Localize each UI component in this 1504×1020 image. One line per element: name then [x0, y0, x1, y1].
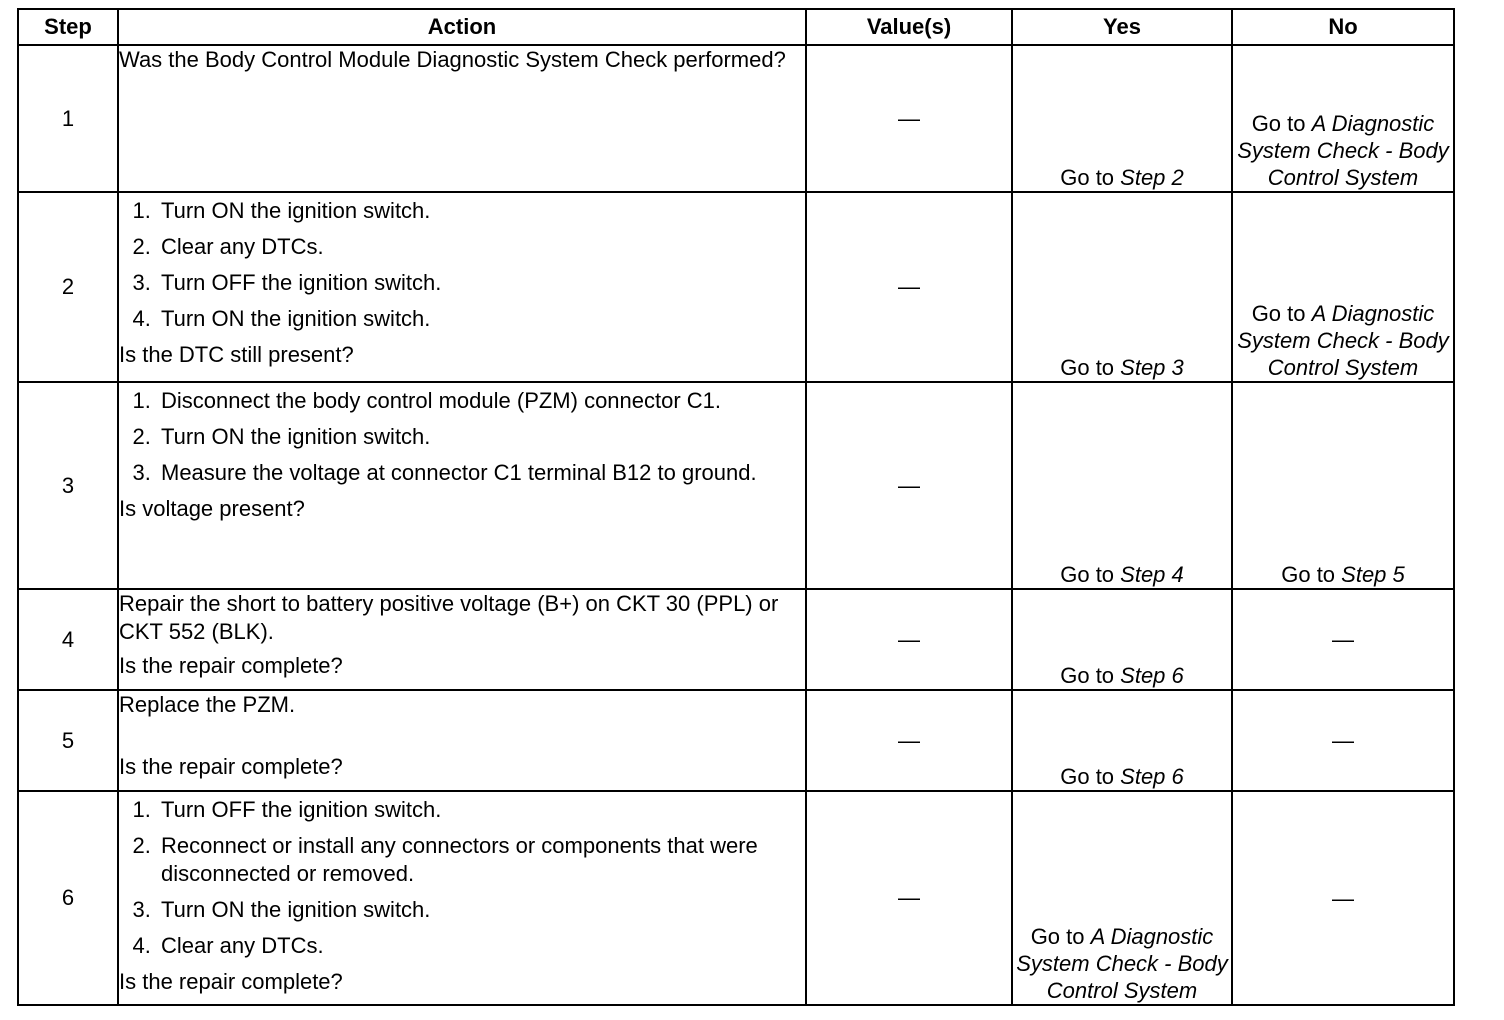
no-link[interactable]: Step 5 — [1341, 562, 1405, 587]
header-no: No — [1232, 9, 1454, 45]
list-item: 2. Reconnect or install any connectors or components that were disconnected or removed. — [157, 832, 805, 888]
yes-cell — [1012, 45, 1232, 192]
yes-cell — [1012, 791, 1232, 1005]
yes-prefix: Go to — [1030, 924, 1091, 949]
step-number: 5 — [18, 690, 118, 791]
yes-link[interactable]: A Diagnostic System Check - Body Control System — [1016, 924, 1228, 1003]
yes-link[interactable]: Step 4 — [1120, 562, 1184, 587]
table-header-row — [18, 9, 1454, 45]
value-cell — [806, 45, 1012, 192]
action-list — [119, 197, 805, 333]
yes-link[interactable]: Step 3 — [1120, 355, 1184, 380]
header-values: Value(s) — [806, 9, 1012, 45]
yes-link[interactable]: Step 2 — [1120, 165, 1184, 190]
table-row — [18, 192, 1454, 382]
action-list — [119, 796, 805, 960]
step-number: 4 — [18, 589, 118, 690]
action-cell — [118, 382, 806, 589]
header-step: Step — [18, 9, 118, 45]
no-value-dash: — — [1332, 627, 1354, 652]
value-dash: — — [898, 472, 920, 498]
list-item: 2. Clear any DTCs. — [157, 233, 805, 261]
no-value-dash: — — [1332, 885, 1354, 911]
table-row — [18, 45, 1454, 192]
yes-prefix: Go to — [1060, 355, 1121, 380]
action-text: Repair the short to battery positive voltage (B+) on CKT 30 (PPL) or CKT 552 (BLK). — [119, 591, 779, 644]
yes-link[interactable]: Step 6 — [1120, 764, 1184, 789]
no-cell — [1232, 791, 1454, 1005]
table-row — [18, 791, 1454, 1005]
value-cell — [806, 791, 1012, 1005]
action-cell — [118, 690, 806, 791]
no-value-dash: — — [1332, 728, 1354, 753]
action-question: Is the repair complete? — [119, 653, 343, 678]
no-cell — [1232, 45, 1454, 192]
yes-cell — [1012, 589, 1232, 690]
action-cell — [118, 589, 806, 690]
action-cell — [118, 791, 806, 1005]
step-number: 6 — [18, 791, 118, 1005]
table-row — [18, 382, 1454, 589]
no-link[interactable]: A Diagnostic System Check - Body Control System — [1237, 111, 1449, 190]
no-cell — [1232, 192, 1454, 382]
list-item: 4. Clear any DTCs. — [157, 932, 805, 960]
action-question: Is the DTC still present? — [119, 342, 354, 367]
yes-prefix: Go to — [1060, 764, 1121, 789]
value-dash: — — [898, 885, 920, 910]
list-item: 1. Disconnect the body control module (PZM) connector C1. — [157, 387, 805, 415]
list-item: 3. Turn ON the ignition switch. — [157, 896, 805, 924]
list-item: 2. Turn ON the ignition switch. — [157, 423, 805, 451]
no-cell — [1232, 589, 1454, 690]
no-link[interactable]: A Diagnostic System Check - Body Control System — [1237, 301, 1449, 380]
list-item: 1. Turn ON the ignition switch. — [157, 197, 805, 225]
list-item: 3. Measure the voltage at connector C1 terminal B12 to ground. — [157, 459, 805, 487]
value-dash: — — [898, 274, 920, 299]
action-question: Is voltage present? — [119, 496, 305, 521]
value-dash: — — [898, 727, 920, 753]
no-prefix: Go to — [1281, 562, 1342, 587]
value-cell — [806, 192, 1012, 382]
no-cell — [1232, 382, 1454, 589]
no-prefix: Go to — [1251, 111, 1312, 136]
value-dash: — — [898, 105, 920, 131]
table-row — [18, 589, 1454, 690]
table-row — [18, 690, 1454, 791]
step-number: 1 — [18, 45, 118, 192]
action-cell — [118, 192, 806, 382]
step-number: 2 — [18, 192, 118, 382]
list-item: 4. Turn ON the ignition switch. — [157, 305, 805, 333]
action-text: Was the Body Control Module Diagnostic System Check performed? — [119, 47, 786, 72]
yes-prefix: Go to — [1060, 663, 1121, 688]
header-action: Action — [118, 9, 806, 45]
action-question: Is the repair complete? — [119, 969, 343, 994]
action-question: Is the repair complete? — [119, 754, 343, 779]
list-item: 1. Turn OFF the ignition switch. — [157, 796, 805, 824]
no-cell — [1232, 690, 1454, 791]
list-item: 3. Turn OFF the ignition switch. — [157, 269, 805, 297]
value-dash: — — [898, 626, 920, 652]
yes-prefix: Go to — [1060, 165, 1121, 190]
yes-link[interactable]: Step 6 — [1120, 663, 1184, 688]
step-number: 3 — [18, 382, 118, 589]
diagnostic-table — [17, 8, 1455, 1006]
value-cell — [806, 589, 1012, 690]
header-yes: Yes — [1012, 9, 1232, 45]
value-cell — [806, 690, 1012, 791]
action-cell — [118, 45, 806, 192]
yes-cell — [1012, 690, 1232, 791]
no-prefix: Go to — [1251, 301, 1312, 326]
value-cell — [806, 382, 1012, 589]
action-text: Replace the PZM. — [119, 692, 296, 717]
action-list — [119, 387, 805, 487]
yes-cell — [1012, 382, 1232, 589]
yes-cell — [1012, 192, 1232, 382]
yes-prefix: Go to — [1060, 562, 1121, 587]
